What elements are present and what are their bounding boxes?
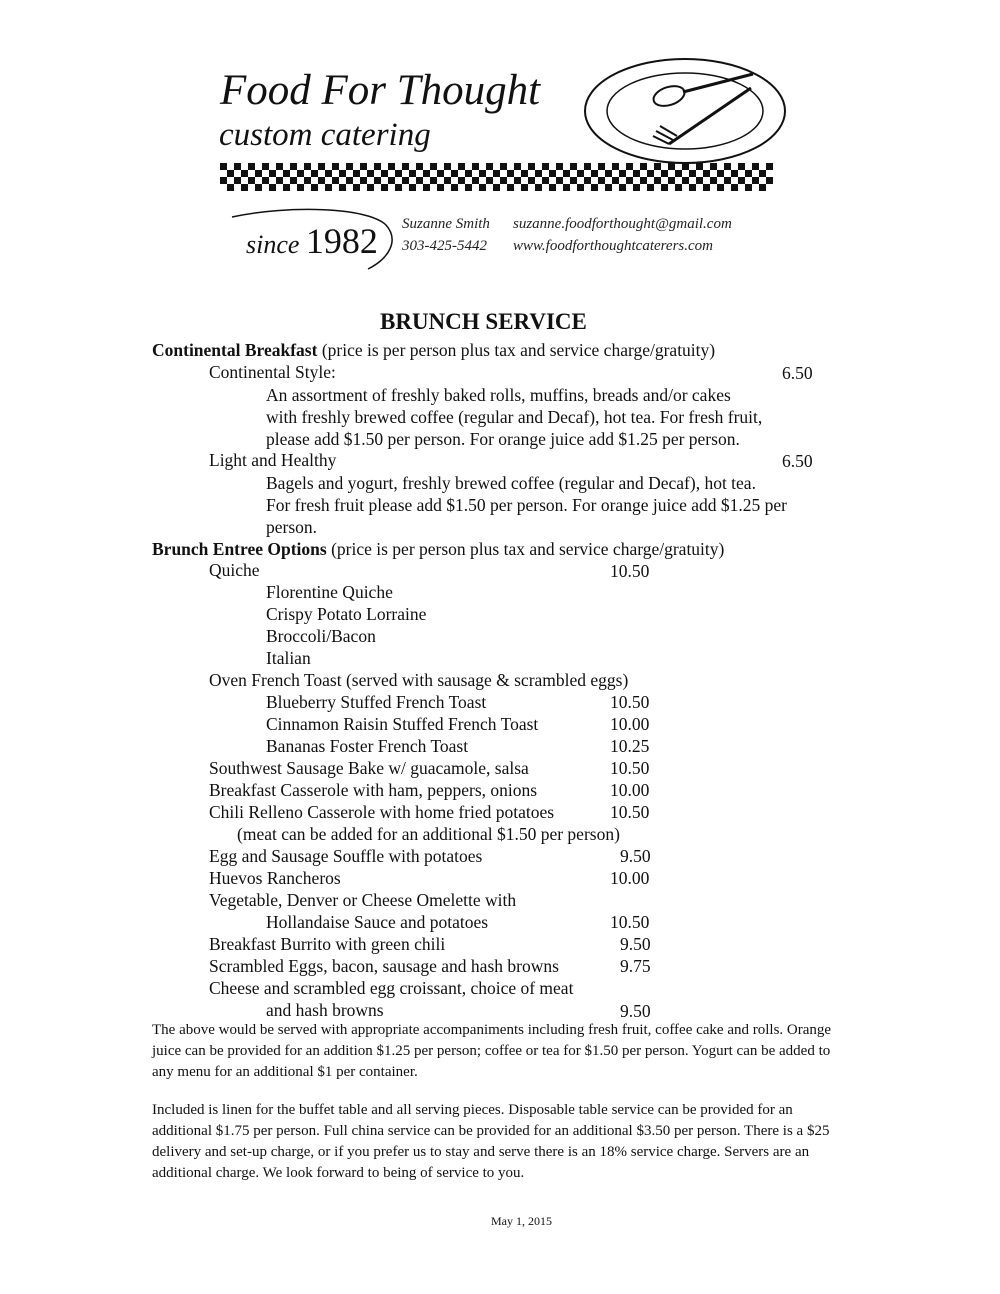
- french-toast-item-price: 10.50: [610, 692, 650, 712]
- french-toast-item-name: Cinnamon Raisin Stuffed French Toast: [266, 714, 539, 734]
- menu-item-name: Breakfast Burrito with green chili: [209, 934, 446, 954]
- plate-fork-spoon-icon: [583, 56, 788, 166]
- french-toast-item-name: Bananas Foster French Toast: [266, 736, 469, 756]
- continental-style-desc-line: with freshly brewed coffee (regular and Decaf), hot tea. For fresh fruit,: [266, 407, 763, 427]
- light-healthy-price: 6.50: [782, 451, 813, 471]
- croissant-price: 9.50: [620, 1001, 651, 1021]
- checkered-border: [220, 163, 774, 191]
- page-title: BRUNCH SERVICE: [380, 309, 587, 334]
- entree-heading-note: (price is per person plus tax and service charge/gratuity): [326, 539, 725, 559]
- continental-heading-note: (price is per person plus tax and service charge/gratuity): [317, 340, 716, 360]
- contact-email[interactable]: suzanne.foodforthought@gmail.com: [513, 216, 732, 232]
- continental-style-desc-line: An assortment of freshly baked rolls, muffins, breads and/or cakes: [266, 385, 731, 405]
- menu-item-name: Scrambled Eggs, bacon, sausage and hash browns: [209, 956, 559, 976]
- quiche-name: Quiche: [209, 560, 260, 580]
- continental-style-desc-line: please add $1.50 per person. For orange juice add $1.25 per person.: [266, 429, 740, 449]
- menu-item-price: 10.50: [610, 802, 650, 822]
- service-terms-paragraph: Included is linen for the buffet table and all serving pieces. Disposable table service can be provided for an additional $1.75 per person. Full china service can be provided for an additional $3.50 per person. There is a $25 delivery and set-up charge, or if you prefer us to stay and serve there is an 18% service charge. Servers are an additional charge. We look forward to being of service to you.: [152, 1102, 830, 1181]
- menu-item-name: Huevos Rancheros: [209, 868, 341, 888]
- continental-style-price: 6.50: [782, 363, 813, 383]
- menu-item-price: 10.00: [610, 780, 650, 800]
- light-healthy-desc-line: Bagels and yogurt, freshly brewed coffee (regular and Decaf), hot tea.: [266, 473, 756, 493]
- croissant-name-line2: and hash browns: [266, 1000, 384, 1020]
- menu-item-name: Chili Relleno Casserole with home fried potatoes: [209, 802, 555, 822]
- since-word: since: [246, 230, 300, 259]
- croissant-name-line1: Cheese and scrambled egg croissant, choice of meat: [209, 978, 574, 998]
- accompaniments-paragraph: The above would be served with appropriate accompaniments including fresh fruit, coffee cake and rolls. Orange juice can be provided for an addition $1.25 per person; coffee or tea for $1.50 per person. Yogurt can be added to any menu for an additional $1 per container.: [152, 1022, 832, 1080]
- quiche-price: 10.50: [610, 561, 650, 581]
- since-year: 1982: [305, 221, 378, 261]
- light-healthy-name: Light and Healthy: [209, 450, 337, 470]
- menu-item-price: 10.00: [610, 868, 650, 888]
- menu-item-price: 10.50: [610, 758, 650, 778]
- french-toast-item-price: 10.00: [610, 714, 650, 734]
- revision-date: May 1, 2015: [491, 1214, 552, 1228]
- menu-item-name: Egg and Sausage Souffle with potatoes: [209, 846, 483, 866]
- entree-heading: [152, 538, 724, 560]
- quiche-type: Florentine Quiche: [266, 582, 393, 602]
- omelette-name-line1: Vegetable, Denver or Cheese Omelette with: [209, 890, 517, 910]
- menu-item-price: 9.50: [620, 934, 651, 954]
- brand-subtitle: custom catering: [219, 117, 431, 153]
- menu-item-price: 9.50: [620, 846, 651, 866]
- quiche-type: Crispy Potato Lorraine: [266, 604, 427, 624]
- quiche-type: Italian: [266, 648, 311, 668]
- menu-item-name: Breakfast Casserole with ham, peppers, onions: [209, 780, 538, 800]
- meat-addition-note: (meat can be added for an additional $1.50 per person): [237, 824, 620, 844]
- french-toast-item-price: 10.25: [610, 736, 650, 756]
- quiche-type: Broccoli/Bacon: [266, 626, 376, 646]
- since-label: [246, 220, 378, 262]
- entree-heading-label: Brunch Entree Options: [152, 539, 327, 559]
- french-toast-heading: Oven French Toast (served with sausage & scrambled eggs): [209, 670, 629, 690]
- contact-name: Suzanne Smith: [402, 216, 490, 232]
- french-toast-item-name: Blueberry Stuffed French Toast: [266, 692, 487, 712]
- light-healthy-desc-line: person.: [266, 517, 318, 537]
- contact-website[interactable]: www.foodforthoughtcaterers.com: [513, 238, 713, 254]
- light-healthy-desc-line: For fresh fruit please add $1.50 per person. For orange juice add $1.25 per: [266, 495, 787, 515]
- menu-item-name: Southwest Sausage Bake w/ guacamole, salsa: [209, 758, 529, 778]
- continental-heading-label: Continental Breakfast: [152, 340, 318, 360]
- continental-style-name: Continental Style:: [209, 362, 336, 382]
- omelette-price: 10.50: [610, 912, 650, 932]
- omelette-name-line2: Hollandaise Sauce and potatoes: [266, 912, 489, 932]
- continental-heading: [152, 339, 715, 361]
- menu-item-price: 9.75: [620, 956, 651, 976]
- contact-phone: 303-425-5442: [402, 238, 487, 254]
- brand-title: Food For Thought: [220, 67, 541, 114]
